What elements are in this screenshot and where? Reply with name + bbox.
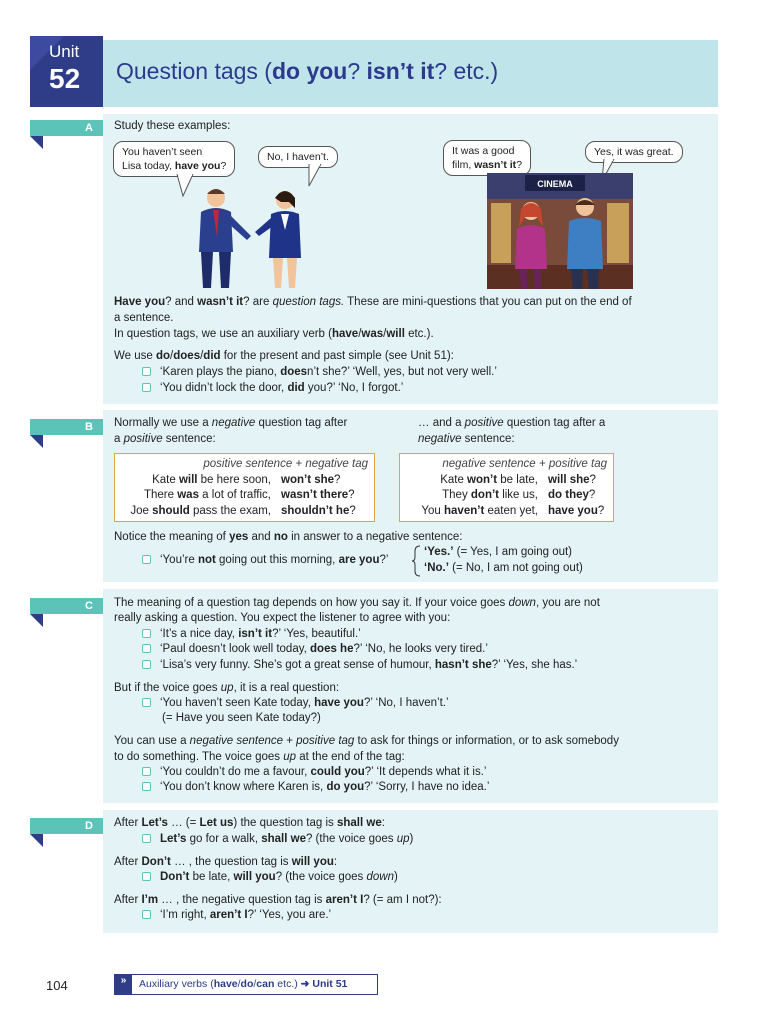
speech-bubble-1: You haven’t seen Lisa today, have you? (113, 141, 235, 177)
section-b-tab: B (30, 419, 103, 435)
bullet-icon (142, 834, 151, 843)
bullet-icon (142, 698, 151, 707)
section-c-example-4: ‘You haven’t seen Kate today, have you?’ ‘No, I haven’t.’ (142, 696, 449, 711)
section-d-example-2: Don’t be late, will you? (the voice goes down) (142, 870, 398, 885)
section-a-para-3: We use do/does/did for the present and past simple (see Unit 51): (114, 350, 454, 362)
section-b-right-intro-1: … and a positive question tag after a (418, 417, 606, 429)
table-row: Joe should pass the exam, shouldn’t he? (130, 504, 356, 517)
speech-bubble-3: It was a good film, wasn’t it? (443, 140, 531, 176)
section-c-example-6: ‘You don’t know where Karen is, do you?’ ‘Sorry, I have no idea.’ (142, 780, 489, 795)
section-c-para-1-cont: really asking a question. You expect the listener to agree with you: (114, 612, 451, 624)
table-row: They don’t like us, do they? (442, 489, 596, 501)
table-header: positive sentence + negative tag (203, 458, 368, 470)
section-a-tab-corner (30, 136, 43, 149)
bullet-icon (142, 782, 151, 791)
bullet-icon (142, 910, 151, 919)
table-row: You haven’t eaten yet, have you? (421, 504, 605, 517)
section-c-example-3: ‘Lisa’s very funny. She’s got a great sense of humour, hasn’t she?’ ‘Yes, she has.’ (142, 658, 577, 673)
section-b-example: ‘You’re not going out this morning, are you?’ (142, 553, 388, 568)
bullet-icon (142, 367, 151, 376)
section-d-para-2: After Don’t … , the question tag is will you: (114, 856, 338, 868)
section-c-para-3-cont: to do something. The voice goes up at the end of the tag: (114, 751, 405, 763)
section-c-example-1: ‘It’s a nice day, isn’t it?’ ‘Yes, beautiful.’ (142, 627, 361, 642)
bullet-icon (142, 660, 151, 669)
section-d-example-3: ‘I’m right, aren’t I?’ ‘Yes, you are.’ (142, 908, 331, 923)
section-c-para-2: But if the voice goes up, it is a real question: (114, 682, 340, 694)
section-c-example-2: ‘Paul doesn’t look well today, does he?’ ‘No, he looks very tired.’ (142, 642, 488, 657)
page-number: 104 (46, 978, 68, 993)
section-b-answer-no: ‘No.’ (= No, I am not going out) (424, 562, 583, 574)
section-c-para-3: You can use a negative sentence + positive tag to ask for things or information, or to ask somebody (114, 735, 619, 747)
section-a-para-1-cont: a sentence. (114, 312, 174, 324)
section-a-para-1: Have you? and wasn’t it? are question tags. These are mini-questions that you can put on the end of (114, 296, 632, 308)
unit-label: Unit (49, 42, 80, 61)
section-a-para-2: In question tags, we use an auxiliary verb (have/was/will etc.). (114, 328, 434, 340)
section-d-tab-corner (30, 834, 43, 847)
section-d-para-3: After I’m … , the negative question tag is aren’t I? (= am I not?): (114, 894, 442, 906)
section-a-tab: A (30, 120, 103, 136)
page-title: Question tags (do you? isn’t it? etc.) (116, 58, 499, 84)
section-b-right-intro-2: negative sentence: (418, 433, 515, 445)
section-a-example-1: ‘Karen plays the piano, doesn’t she?’ ‘Well, yes, but not very well.’ (142, 365, 497, 380)
section-d-tab: D (30, 818, 103, 834)
section-d-para-1: After Let’s … (= Let us) the question tag is shall we: (114, 817, 385, 829)
section-a-example-2: ‘You didn’t lock the door, did you?’ ‘No, I forgot.’ (142, 381, 403, 396)
bullet-icon (142, 872, 151, 881)
section-b-answer-yes: ‘Yes.’ (= Yes, I am going out) (424, 546, 573, 558)
double-chevron-icon: » (115, 975, 132, 994)
unit-number: 52 (49, 63, 81, 94)
section-b-left-intro-2: a positive sentence: (114, 433, 216, 445)
bullet-icon (142, 629, 151, 638)
table-row: Kate will be here soon, won’t she? (152, 473, 341, 486)
table-row: There was a lot of traffic, wasn’t there? (143, 489, 355, 501)
section-c-para-1: The meaning of a question tag depends on how you say it. If your voice goes down, you are not (114, 597, 600, 609)
speech-bubble-2: No, I haven’t. (258, 146, 338, 168)
section-b-notice: Notice the meaning of yes and no in answer to a negative sentence: (114, 531, 463, 543)
bullet-icon (142, 644, 151, 653)
cinema-sign: CINEMA (537, 179, 573, 189)
section-c-example-5: ‘You couldn’t do me a favour, could you?’ ‘It depends what it is.’ (142, 765, 486, 780)
positive-negative-table (114, 453, 375, 522)
bullet-icon (142, 555, 151, 564)
bullet-icon (142, 767, 151, 776)
section-a-intro: Study these examples: (114, 120, 231, 132)
office-illustration (175, 182, 325, 288)
section-c-tab: C (30, 598, 103, 614)
section-d-example-1: Let’s go for a walk, shall we? (the voice goes up) (142, 832, 413, 847)
speech-bubble-4: Yes, it was great. (585, 141, 683, 163)
section-b-tab-corner (30, 435, 43, 448)
section-b-left-intro-1: Normally we use a negative question tag after (114, 417, 348, 429)
table-row: Kate won’t be late, will she? (440, 473, 596, 486)
negative-positive-table (399, 453, 614, 522)
cinema-illustration (487, 173, 633, 289)
section-c-example-4-note: (= Have you seen Kate today?) (162, 712, 321, 724)
table-header: negative sentence + positive tag (442, 458, 607, 470)
bullet-icon (142, 383, 151, 392)
cross-reference-link[interactable]: » Auxiliary verbs (have/do/can etc.) ➜ Unit 51 (114, 974, 378, 995)
unit-badge (30, 36, 103, 107)
brace-icon (412, 545, 422, 577)
section-c-tab-corner (30, 614, 43, 627)
